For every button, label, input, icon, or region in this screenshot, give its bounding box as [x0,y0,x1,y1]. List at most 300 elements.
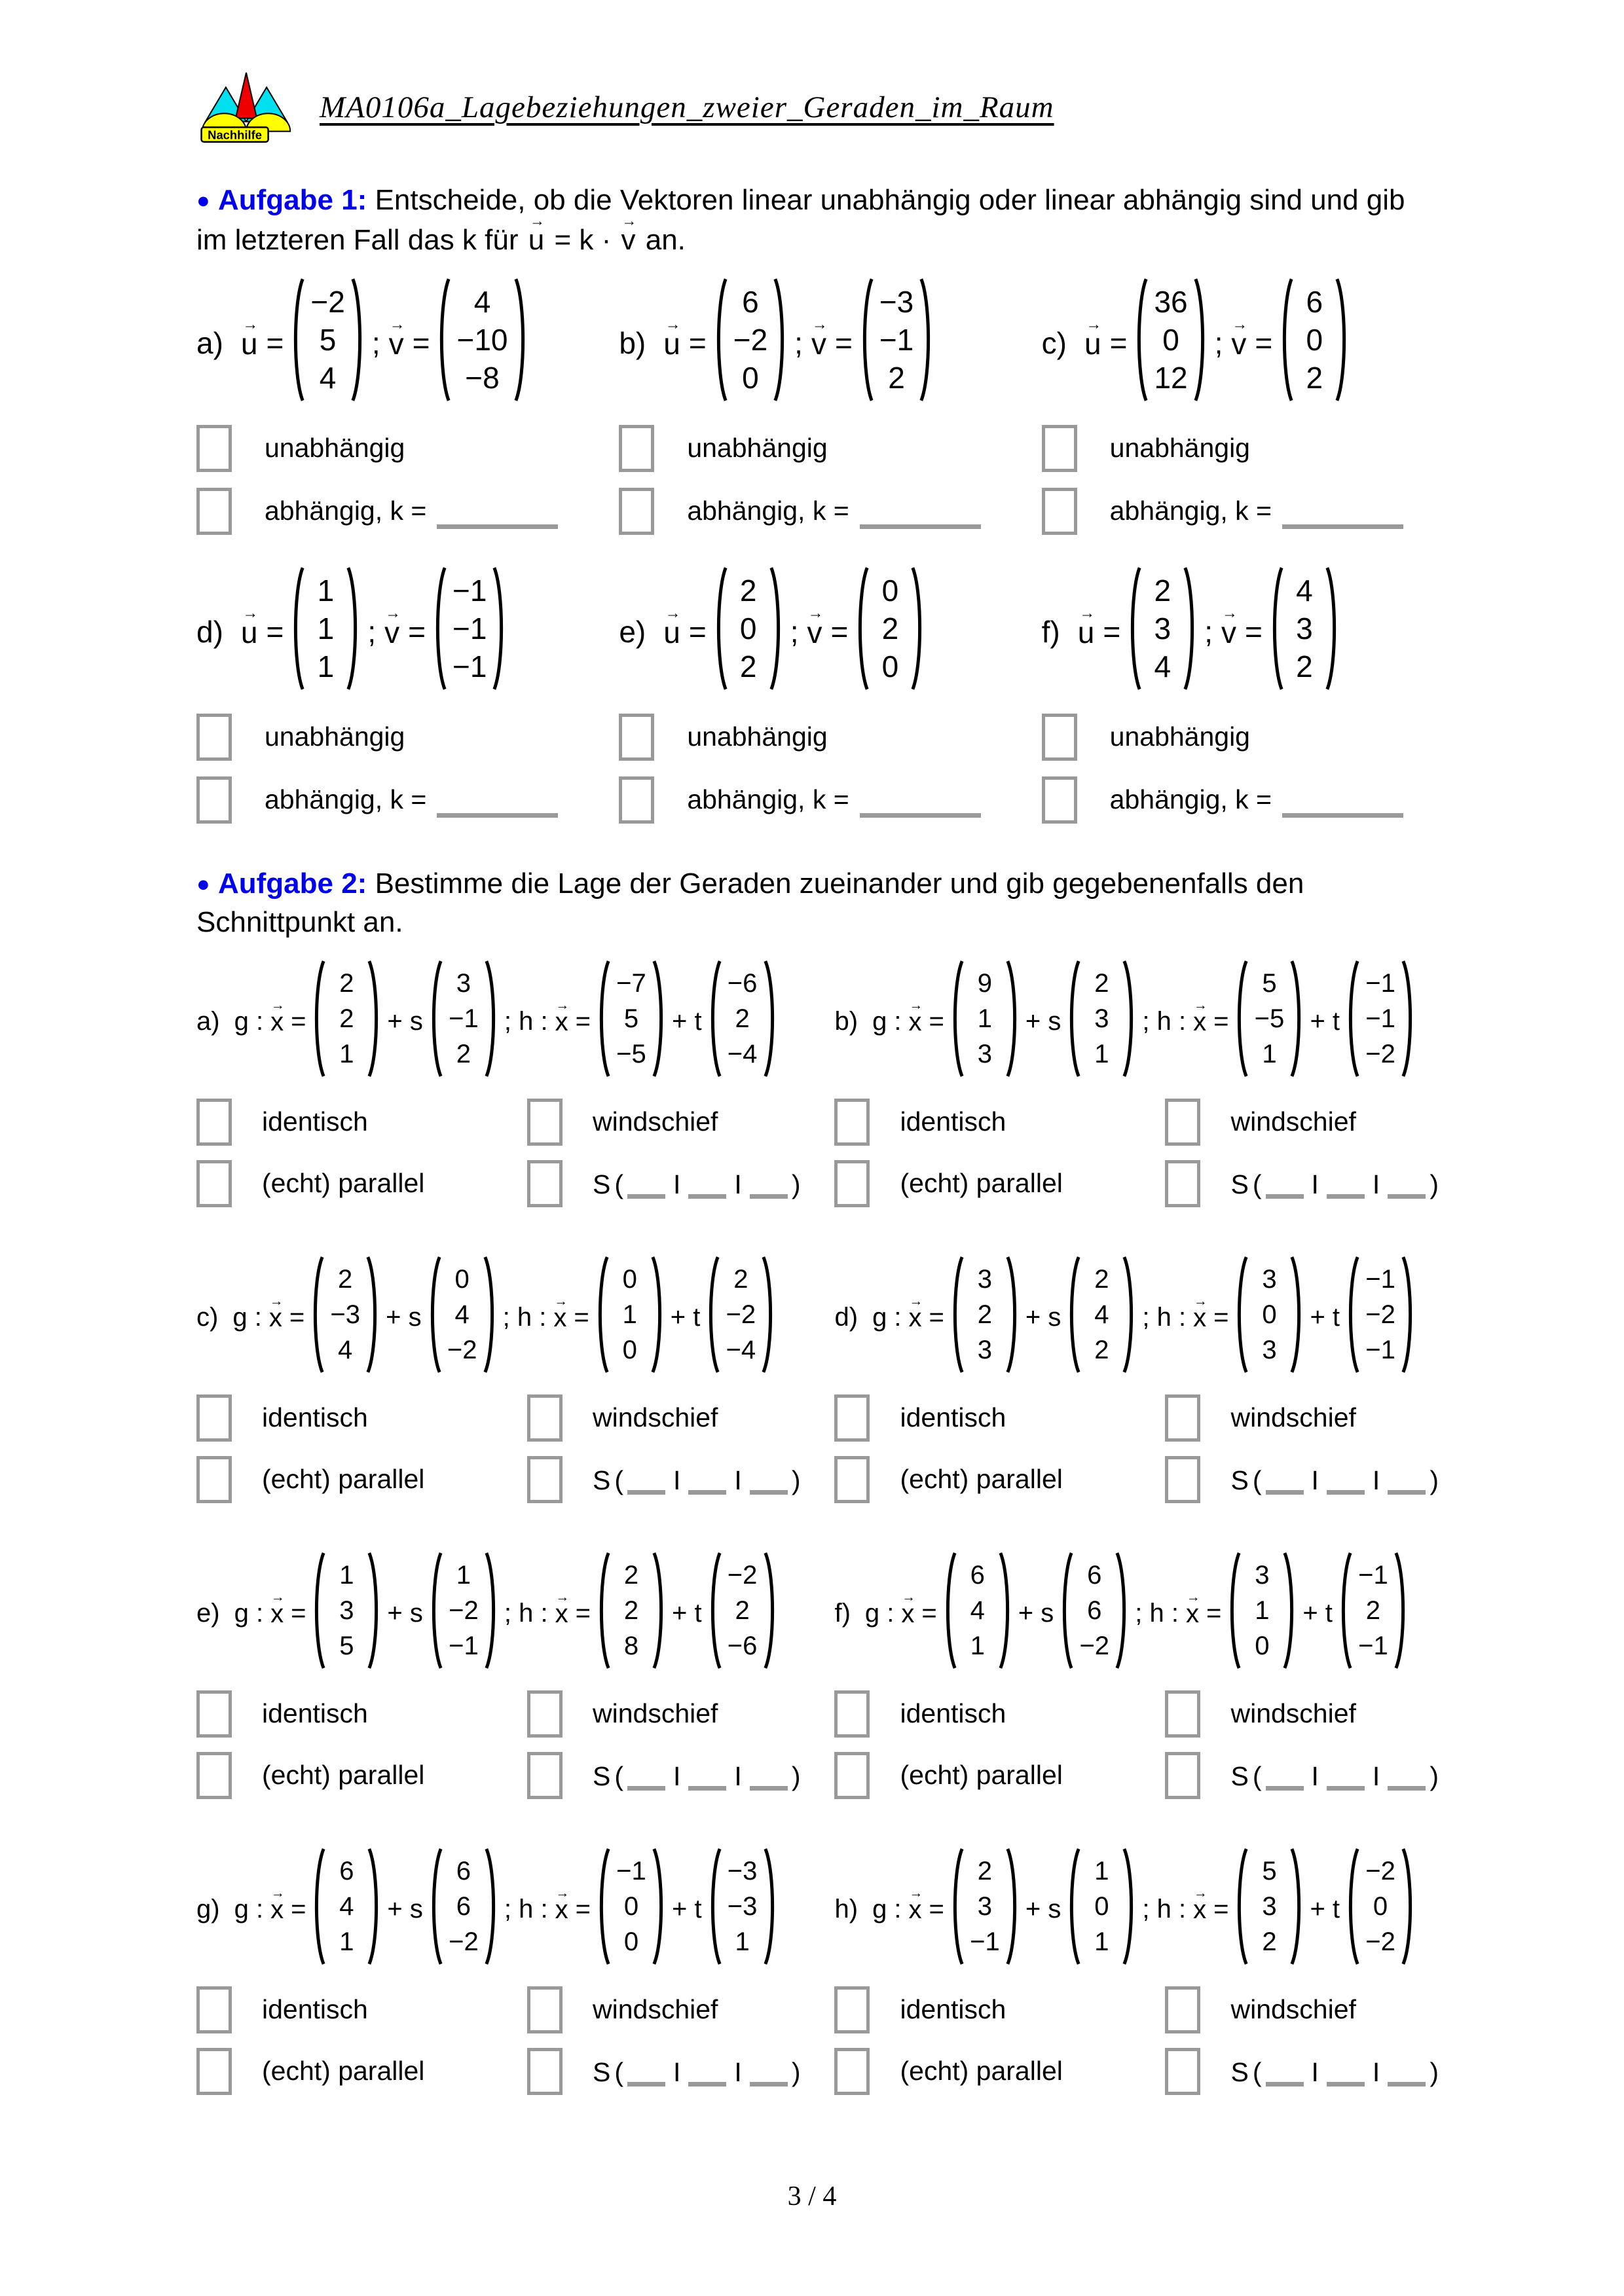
vector-component: 1 [317,611,335,646]
paren-right [513,277,528,403]
v-vector-symbol: → v [805,613,824,650]
option-label-independent: unabhängig [1109,433,1250,464]
g-direction-matrix-slot [428,959,499,1085]
aufgabe1-intro-tail: an. [645,223,686,256]
x-vector-symbol: → x [553,1006,570,1037]
paren-right [650,1255,665,1374]
checkbox-windschief[interactable] [1165,1394,1200,1442]
vector-component: 9 [977,968,993,998]
s-coordinate-blank-y[interactable] [1327,1468,1365,1495]
column-vector [596,959,667,1078]
k-value-blank[interactable] [437,807,558,818]
option-label-parallel: (echt) parallel [900,1760,1063,1791]
x-vector-symbol: → x [268,1598,286,1629]
s-coordinate-blank-z[interactable] [750,1468,788,1495]
s-coordinate-blank-y[interactable] [1327,1172,1365,1199]
v-vector-matrix-slot [1269,566,1340,699]
g-line-symbol: g : [872,1007,902,1036]
item-label: b) [834,1007,858,1036]
vector-pair-equation [1042,277,1441,410]
x-vector-symbol: → x [907,1006,924,1037]
vector-component: −8 [465,360,500,395]
item-label: h) [834,1895,858,1924]
v-vector-matrix-slot [855,566,925,699]
s-coordinate-blank-z[interactable] [1388,1764,1426,1791]
paren-right [1005,959,1020,1078]
checkbox-abhaengig[interactable] [1042,488,1077,535]
option-row-identical [834,1986,1165,2034]
option-label-skew: windschief [593,1698,718,1729]
semicolon: ; [367,615,377,649]
checkbox-identisch[interactable] [196,1394,232,1442]
vector-component: −3 [330,1300,360,1329]
paren-left [596,959,611,1078]
v-vector-symbol: → v [809,325,828,361]
paren-left [1234,959,1249,1078]
vector-component: 2 [977,1856,993,1886]
g-direction-matrix-slot [1066,1255,1137,1381]
equals-sign: = [834,326,853,361]
s-coordinate-blank-x[interactable] [1266,1764,1304,1791]
paren-left [1234,1847,1249,1966]
h-line-symbol: ; h : [504,1007,548,1036]
h-direction-matrix-slot [707,959,778,1085]
checkbox-parallel[interactable] [196,1456,232,1503]
vector-component: 1 [339,1560,354,1590]
option-row-parallel [834,2047,1165,2096]
checkbox-identisch[interactable] [834,1394,870,1442]
vector-component: −2 [733,322,768,357]
paren-right [652,959,667,1078]
paren-left [707,1551,722,1670]
x-vector-symbol: → x [1191,1302,1208,1333]
s-symbol: S [1230,1761,1249,1792]
option-row-independent [1042,713,1441,761]
checkbox-parallel[interactable] [834,1456,870,1503]
equals-sign: = [688,615,707,649]
column-vector [713,277,788,403]
vector-component: 2 [1306,360,1323,395]
paren-right [1183,566,1198,691]
option-row-parallel [196,2047,527,2096]
paren-left [290,277,305,403]
checkbox-schnittpunkt[interactable] [527,2048,563,2095]
vector-component: 3 [456,968,471,998]
vector-component: −2 [447,1335,477,1364]
bullet-icon: ● [196,871,210,897]
option-label-identical: identisch [900,1698,1006,1729]
checkbox-windschief[interactable] [1165,1986,1200,2033]
s-coordinate-blank-y[interactable] [688,1468,726,1495]
vector-component: −3 [727,1856,758,1886]
coordinate-separator: I [673,2057,681,2088]
vector-component: 4 [1154,649,1172,683]
checkbox-windschief[interactable] [527,1394,563,1442]
equals-sign: = [575,1007,591,1036]
vector-component: −10 [456,322,508,357]
semicolon: ; [1204,615,1213,649]
column-vector [310,1255,380,1374]
intersection-point-expression [1230,2054,1442,2088]
s-coordinate-blank-z[interactable] [750,2060,788,2086]
formula-u-symbol: → u [526,220,546,260]
column-vector [596,1847,667,1966]
s-symbol: S [1230,1465,1249,1496]
equals-sign: = [266,615,284,649]
semicolon: ; [1214,326,1223,361]
paren-right [1122,1255,1137,1374]
nachhilfe-logo [196,69,296,146]
option-label-skew: windschief [1230,1698,1356,1729]
vector-component: 2 [739,573,757,608]
checkbox-schnittpunkt[interactable] [1165,1752,1200,1799]
s-coordinate-blank-x[interactable] [627,1764,665,1791]
checkbox-parallel[interactable] [196,2048,232,2095]
s-symbol: S [593,1169,611,1200]
option-label-identical: identisch [262,1994,368,2025]
vector-component: 3 [1255,1560,1270,1590]
option-label-parallel: (echt) parallel [900,2056,1063,2086]
k-value-blank[interactable] [860,518,981,529]
vector-component: 1 [339,1039,354,1068]
line-pair-equation [196,1551,804,1677]
s-symbol: S [1230,2057,1249,2088]
item-label: a) [196,326,223,361]
paren-right [367,959,382,1078]
equals-sign: = [1109,326,1128,361]
paren-left [428,1847,443,1966]
vector-component: −3 [879,284,914,319]
option-row-identical [834,1394,1165,1442]
vector-component: 3 [1094,1004,1109,1033]
line-pair-equation [834,1255,1442,1381]
vector-component: −1 [1358,1631,1388,1660]
s-coordinate-blank-z[interactable] [750,1764,788,1791]
option-label-independent: unabhängig [265,433,405,464]
s-coordinate-blank-y[interactable] [1327,1764,1365,1791]
checkbox-schnittpunkt[interactable] [527,1456,563,1503]
s-coordinate-blank-y[interactable] [688,1172,726,1199]
column-vector [713,566,784,691]
s-coordinate-blank-z[interactable] [1388,1172,1426,1199]
checkbox-unabhaengig[interactable] [619,714,654,761]
vector-component: 6 [339,1856,354,1886]
checkbox-schnittpunkt[interactable] [527,1160,563,1207]
vector-component: −5 [1254,1004,1285,1033]
option-row-dependent [1042,487,1441,536]
vector-component: −2 [726,1300,756,1329]
x-vector-symbol: → x [551,1302,568,1333]
checkbox-abhaengig[interactable] [619,776,654,824]
vector-component: 3 [977,1891,993,1921]
checkbox-abhaengig[interactable] [196,488,232,535]
vector-component: 4 [473,284,491,319]
logo-label-text: Nachhilfe [208,128,263,142]
checkbox-schnittpunkt[interactable] [1165,2048,1200,2095]
vector-component: 3 [1262,1264,1277,1294]
item-label: d) [834,1303,858,1332]
s-coordinate-blank-x[interactable] [627,1468,665,1495]
vector-component: −1 [970,1927,1000,1956]
paren-left [311,1551,326,1670]
checkbox-identisch[interactable] [834,1986,870,2033]
s-coordinate-blank-x[interactable] [1266,1468,1304,1495]
checkbox-windschief[interactable] [1165,1099,1200,1146]
line-pair-equation [196,959,804,1085]
vector-component: −1 [1365,968,1395,998]
s-coordinate-blank-z[interactable] [1388,1468,1426,1495]
coordinate-separator: I [673,1465,681,1496]
aufgabe1-item [1042,277,1441,536]
line-pair-equation [196,1255,804,1381]
checkbox-identisch[interactable] [196,1099,232,1146]
equals-sign: = [291,1599,306,1628]
s-coordinate-blank-z[interactable] [1388,2060,1426,2086]
paren-left [596,1551,611,1670]
paren-close: ) [1430,1169,1439,1200]
vector-component: −2 [310,284,345,319]
s-coordinate-blank-x[interactable] [627,1172,665,1199]
checkbox-windschief[interactable] [527,1690,563,1738]
h-point-matrix-slot [1234,959,1304,1085]
paren-left [1345,1255,1360,1374]
u-vector-matrix-slot [1134,277,1208,410]
x-vector-symbol: → x [1191,1894,1208,1925]
paren-left [428,959,443,1078]
h-direction-matrix-slot [1345,1255,1416,1381]
h-line-symbol: ; h : [1142,1303,1187,1332]
plus-t-term: + t [670,1303,701,1332]
vector-component: 5 [339,1631,354,1660]
h-direction-matrix-slot [1345,959,1416,1085]
paren-left [1059,1551,1074,1670]
vector-component: −3 [727,1891,758,1921]
g-point-matrix-slot [311,1551,382,1677]
item-label: a) [196,1007,220,1036]
option-row-dependent [196,487,595,536]
vector-pair-equation [196,277,595,410]
checkbox-windschief[interactable] [527,1986,563,2033]
vector-component: 2 [735,1004,750,1033]
column-vector [595,1255,665,1374]
vector-component: −1 [449,1631,479,1660]
equals-sign: = [688,326,707,361]
g-direction-matrix-slot [428,1847,499,1973]
vector-component: 3 [1262,1891,1277,1921]
g-direction-matrix-slot [1066,1847,1137,1973]
s-coordinate-blank-y[interactable] [688,1764,726,1791]
option-label-dependent: abhängig, k = [687,784,849,815]
paren-close: ) [791,1761,801,1792]
option-label-parallel: (echt) parallel [262,1168,425,1199]
paren-left [436,277,451,403]
k-value-blank[interactable] [1282,807,1403,818]
vector-component: 3 [339,1595,354,1625]
u-vector-symbol: → u [239,325,260,361]
aufgabe2-item [196,959,804,1208]
column-vector [1345,1255,1416,1374]
option-label-identical: identisch [262,1698,368,1729]
paren-left [1234,1255,1249,1374]
vector-component: 1 [1094,1039,1109,1068]
u-vector-matrix-slot [713,566,784,699]
checkbox-schnittpunkt[interactable] [1165,1160,1200,1207]
paren-right [763,959,778,1078]
vector-component: −1 [1365,1004,1395,1033]
s-coordinate-blank-z[interactable] [750,1172,788,1199]
intersection-point-expression [593,2054,804,2088]
g-line-symbol: g : [234,1599,264,1628]
vector-component: 2 [623,1595,639,1625]
s-coordinate-blank-y[interactable] [688,2060,726,2086]
x-vector-symbol: → x [907,1894,924,1925]
option-row-intersection [527,1751,804,1800]
checkbox-identisch[interactable] [196,1986,232,2033]
vector-component: 1 [622,1300,637,1329]
checkbox-identisch[interactable] [196,1690,232,1738]
h-point-matrix-slot [596,1847,667,1973]
s-coordinate-blank-x[interactable] [1266,1172,1304,1199]
vector-component: −7 [616,968,646,998]
coordinate-separator: I [1311,1465,1319,1496]
checkbox-unabhaengig[interactable] [196,714,232,761]
coordinate-separator: I [673,1169,681,1200]
g-point-matrix-slot [310,1255,380,1381]
column-vector [311,959,382,1078]
vector-component: −2 [727,1560,758,1590]
vector-component: −5 [616,1039,646,1068]
k-value-blank[interactable] [1282,518,1403,529]
option-row-parallel [834,1455,1165,1504]
k-value-blank[interactable] [860,807,981,818]
paren-right [1122,1847,1137,1966]
vector-component: 2 [1365,1595,1381,1625]
checkbox-abhaengig[interactable] [196,776,232,824]
checkbox-identisch[interactable] [834,1690,870,1738]
checkbox-parallel[interactable] [834,1160,870,1207]
column-vector [950,1847,1020,1966]
vector-component: −1 [1365,1335,1395,1364]
vector-component: 1 [1262,1039,1277,1068]
option-row-parallel [834,1159,1165,1208]
checkbox-parallel[interactable] [196,1160,232,1207]
s-coordinate-blank-x[interactable] [627,2060,665,2086]
option-row-intersection [1165,1455,1442,1504]
plus-t-term: + t [1310,1303,1340,1332]
item-label: e) [619,615,646,649]
aufgabe2-item [196,1551,804,1800]
s-coordinate-blank-x[interactable] [1266,2060,1304,2086]
h-point-matrix-slot [596,959,667,1085]
option-grid [834,1690,1442,1800]
option-row-parallel [196,1159,527,1208]
s-coordinate-blank-y[interactable] [1327,2060,1365,2086]
paren-right [1335,277,1350,403]
column-vector [311,1847,382,1966]
column-vector [855,566,925,691]
intersection-point-expression [1230,1758,1442,1792]
checkbox-unabhaengig[interactable] [1042,425,1077,472]
equals-sign: = [291,1007,306,1036]
vector-component: 2 [735,1595,750,1625]
vector-component: 4 [1094,1300,1109,1329]
plus-t-term: + t [1310,1895,1340,1924]
coordinate-separator: I [673,1761,681,1792]
aufgabe2-item [834,959,1442,1208]
option-row-identical [196,1394,527,1442]
paren-left [1066,959,1081,1078]
paren-right [769,566,784,691]
option-grid [196,1690,804,1800]
s-symbol: S [593,2057,611,2088]
paren-open: ( [1252,1169,1262,1200]
vector-component: 5 [1262,1856,1277,1886]
g-direction-matrix-slot [428,1551,499,1677]
vector-component: 3 [977,1264,993,1294]
paren-right [484,1847,499,1966]
equals-sign: = [575,1599,591,1628]
option-label-parallel: (echt) parallel [262,1464,425,1495]
k-value-blank[interactable] [437,518,558,529]
checkbox-windschief[interactable] [1165,1690,1200,1738]
equals-sign: = [921,1599,937,1628]
paren-left [950,1847,965,1966]
checkbox-parallel[interactable] [834,1752,870,1799]
coordinate-separator: I [734,1761,742,1792]
option-label-identical: identisch [262,1106,368,1137]
coordinate-separator: I [1372,1761,1380,1792]
intersection-point-expression [593,1758,804,1792]
intersection-point-expression [1230,1167,1442,1200]
paren-right [1325,566,1340,691]
paren-right [763,1847,778,1966]
option-row-dependent [196,776,595,824]
vector-component: 2 [339,968,354,998]
option-row-identical [196,1098,527,1146]
h-line-symbol: ; h : [1142,1007,1187,1036]
column-vector [707,959,778,1078]
checkbox-windschief[interactable] [527,1099,563,1146]
paren-left [707,1847,722,1966]
u-vector-symbol: → u [661,325,682,361]
checkbox-schnittpunkt[interactable] [1165,1456,1200,1503]
option-label-identical: identisch [900,1106,1006,1137]
checkbox-parallel[interactable] [196,1752,232,1799]
h-line-symbol: ; h : [502,1303,547,1332]
vector-component: 2 [339,1004,354,1033]
vector-component: 2 [739,649,757,683]
checkbox-abhaengig[interactable] [619,488,654,535]
aufgabe1-item [196,277,595,536]
equals-sign: = [1206,1599,1222,1628]
checkbox-unabhaengig[interactable] [619,425,654,472]
paren-right [1122,959,1137,1078]
paren-left [432,566,447,691]
h-direction-matrix-slot [707,1551,778,1677]
checkbox-abhaengig[interactable] [1042,776,1077,824]
v-vector-symbol: → v [387,325,406,361]
x-vector-symbol: → x [907,1302,924,1333]
vector-component: 2 [1094,1335,1109,1364]
checkbox-unabhaengig[interactable] [196,425,232,472]
checkbox-parallel[interactable] [834,2048,870,2095]
formula-v-symbol: → v [619,220,637,260]
checkbox-unabhaengig[interactable] [1042,714,1077,761]
checkbox-identisch[interactable] [834,1099,870,1146]
checkbox-schnittpunkt[interactable] [527,1752,563,1799]
option-row-independent [196,424,595,473]
option-row-identical [196,1986,527,2034]
